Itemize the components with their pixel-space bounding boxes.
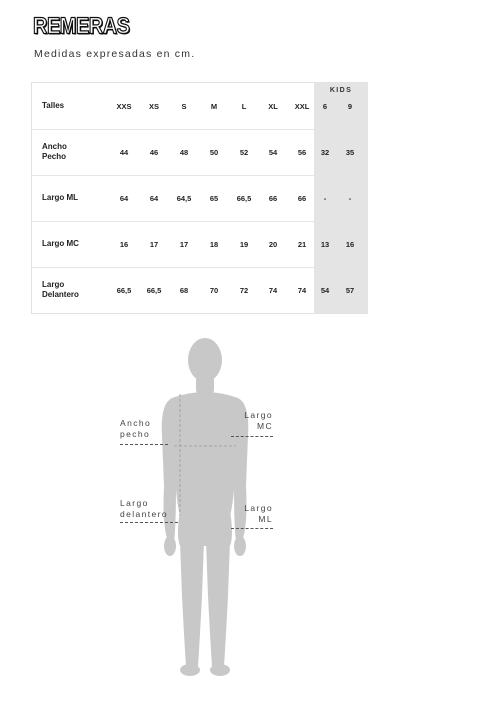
table-cell: - [348,193,352,203]
table-cell: 17 [149,239,159,249]
column-header: 9 [347,101,353,111]
table-cell: - [323,193,327,203]
table-row [32,267,367,313]
table-cell: 66 [268,193,278,203]
annotation-largo-mc-line [231,436,273,437]
table-cell: 44 [119,147,129,157]
column-header: XXL [294,101,310,111]
table-cell: 74 [268,285,278,295]
table-cell: 18 [209,239,219,249]
column-header: L [241,101,247,111]
table-cell: 48 [179,147,189,157]
row-label: Ancho Pecho [42,142,67,161]
table-cell: 72 [239,285,249,295]
column-header: M [210,101,218,111]
row-label: Largo Delantero [42,280,79,299]
table-cell: 66,5 [146,285,162,295]
table-cell: 35 [345,147,355,157]
table-cell: 19 [239,239,249,249]
table-cell: 54 [320,285,330,295]
table-row [32,175,367,222]
row-label: Largo ML [42,193,78,202]
table-cell: 20 [268,239,278,249]
table-cell: 52 [239,147,249,157]
table-cell: 21 [297,239,307,249]
page-title: REMERAS [33,14,130,40]
table-cell: 65 [209,193,219,203]
table-header-row [32,83,367,130]
table-cell: 68 [179,285,189,295]
table-cell: 17 [179,239,189,249]
annotation-largo-ml: Largo ML [244,503,273,524]
table-row [32,221,367,268]
table-cell: 50 [209,147,219,157]
table-cell: 64,5 [176,193,192,203]
table-cell: 70 [209,285,219,295]
annotation-largo-mc: Largo MC [244,410,273,431]
table-cell: 32 [320,147,330,157]
annotation-largo-delantero: Largo delantero [120,498,169,519]
row-label: Largo MC [42,239,79,248]
annotation-ancho-pecho-line [120,444,168,445]
table-row [32,129,367,176]
header-label-talles: Talles [42,101,65,110]
table-cell: 64 [149,193,159,203]
table-cell: 13 [320,239,330,249]
table-cell: 64 [119,193,129,203]
column-header: S [181,101,187,111]
column-header: XS [148,101,159,111]
table-cell: 74 [297,285,307,295]
table-cell: 66 [297,193,307,203]
table-cell: 16 [345,239,355,249]
table-cell: 16 [119,239,129,249]
table-cell: 57 [345,285,355,295]
kids-header-label: KIDS [329,87,353,94]
column-header: 6 [322,101,328,111]
column-header: XXS [116,101,132,111]
table-cell: 66,5 [236,193,252,203]
page-subtitle: Medidas expresadas en cm. [34,48,196,60]
column-header: XL [268,101,278,111]
table-cell: 54 [268,147,278,157]
annotation-largo-ml-line [231,528,273,529]
annotation-largo-delantero-line [120,522,178,523]
table-cell: 46 [149,147,159,157]
table-cell: 56 [297,147,307,157]
size-table [31,82,368,314]
table-cell: 66,5 [116,285,132,295]
annotation-ancho-pecho: Ancho pecho [120,418,152,439]
